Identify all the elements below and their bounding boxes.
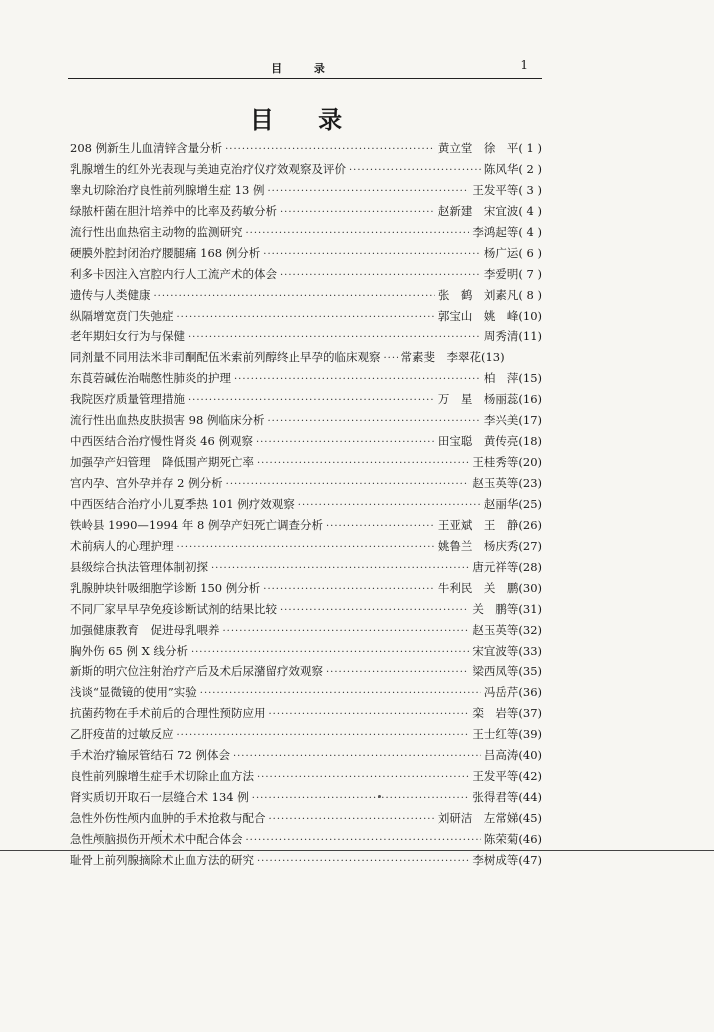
toc-entry-title: 县级综合执法管理体制初探 — [70, 559, 208, 574]
toc-entry-page: (33) — [518, 643, 542, 658]
toc-entry-title: 同剂量不同用法米非司酮配伍米索前列醇终止早孕的临床观察 — [70, 350, 381, 365]
toc-entry-authors: 梁西凤等 — [472, 664, 519, 679]
toc-entry — [70, 663, 542, 684]
toc-entry — [70, 559, 542, 580]
toc-entry — [70, 768, 542, 789]
toc-entry-title: 乳腺肿块针吸细胞学诊断 150 例分析 — [70, 580, 261, 595]
toc-leader-dots — [257, 856, 469, 867]
toc-entry — [70, 182, 542, 203]
toc-entry-title: 我院医疗质量管理措施 — [70, 392, 185, 407]
toc-entry — [70, 831, 542, 852]
toc-entry-authors: 王发平等 — [472, 182, 519, 197]
toc-leader-dots — [154, 291, 435, 302]
toc-entry — [70, 224, 542, 245]
toc-leader-dots — [188, 395, 435, 406]
toc-entry — [70, 538, 542, 559]
toc-entry-authors: 李爱明 — [483, 266, 519, 281]
toc-entry-page: (39) — [518, 727, 542, 742]
toc-entry-title: 胸外伤 65 例 X 线分析 — [70, 643, 188, 658]
toc-entry-authors: 李鸿起等 — [472, 224, 519, 239]
toc-leader-dots — [267, 186, 469, 197]
toc-entry-authors: 陈风华 — [483, 161, 519, 176]
toc-entry-title: 乙肝疫苗的过敏反应 — [70, 727, 174, 742]
toc-entry — [70, 140, 542, 161]
toc-leader-dots — [191, 647, 469, 658]
toc-entry-page: (44) — [518, 790, 542, 805]
toc-entry-title: 铁岭县 1990—1994 年 8 例孕产妇死亡调查分析 — [70, 517, 323, 532]
toc-entry — [70, 643, 542, 664]
toc-entry-page: (11) — [518, 329, 542, 344]
toc-leader-dots — [177, 730, 470, 741]
toc-entry-page: ( 4 ) — [518, 224, 542, 239]
toc-entry-page: (26) — [518, 517, 542, 532]
toc-entry-title: 良性前列腺增生症手术切除止血方法 — [70, 769, 254, 784]
toc-entry — [70, 245, 542, 266]
toc-entry-page: (25) — [518, 496, 542, 511]
toc-entry-page: (18) — [518, 434, 542, 449]
toc-leader-dots — [177, 312, 435, 323]
toc-entry-title: 绿脓杆菌在胆汁培养中的比率及药敏分析 — [70, 203, 277, 218]
toc-entry — [70, 747, 542, 768]
toc-entry — [70, 852, 542, 873]
toc-leader-dots — [257, 772, 469, 783]
toc-entry-page: (10) — [518, 308, 542, 323]
toc-entry — [70, 349, 542, 370]
toc-entry-authors: 周秀清 — [483, 329, 519, 344]
toc-entry — [70, 622, 542, 643]
toc-entry-authors: 赵丽华 — [483, 496, 519, 511]
toc-entry — [70, 580, 542, 601]
toc-leader-dots — [298, 500, 481, 511]
toc-leader-dots — [326, 667, 469, 678]
toc-leader-dots — [280, 605, 469, 616]
toc-entry-authors: 柏 萍 — [483, 371, 519, 386]
toc-entry — [70, 266, 542, 287]
toc-entry-title: 浅谈“显微镜的使用”实验 — [70, 685, 197, 700]
running-title: 目 录 — [271, 62, 339, 75]
toc-leader-dots — [256, 437, 435, 448]
toc-entry-authors: 张得君等 — [472, 790, 519, 805]
toc-entry — [70, 203, 542, 224]
toc-entry-page: ( 3 ) — [518, 182, 542, 197]
toc-leader-dots — [263, 249, 481, 260]
scan-speck — [378, 795, 381, 798]
toc-entry-title: 睾丸切除治疗良性前列腺增生症 13 例 — [70, 182, 265, 197]
toc-entry-authors: 黄立堂 徐 平 — [437, 141, 519, 155]
toc-entry-title: 肾实质切开取石一层缝合术 134 例 — [70, 790, 249, 805]
toc-entry-page: (31) — [518, 601, 542, 616]
toc-entry-authors: 王亚斌 王 静 — [437, 517, 519, 532]
toc-entry — [70, 370, 542, 391]
toc-entry-title: 宫内孕、宫外孕并存 2 例分析 — [70, 476, 223, 490]
toc-entry-authors: 王士红等 — [472, 727, 519, 742]
toc-entry-page: (32) — [518, 622, 542, 637]
toc-entry-title: 中西医结合治疗小儿夏季热 101 例疗效观察 — [70, 496, 295, 511]
toc-entry-title: 老年期妇女行为与保健 — [70, 329, 185, 344]
toc-entry-authors: 冯岳芹 — [483, 685, 519, 700]
toc-entry-page: (36) — [518, 685, 542, 700]
toc-entry-page: (45) — [518, 811, 542, 825]
toc-entry-title: 纵隔增宽贲门失弛症 — [70, 308, 174, 323]
toc-entry-title: 加强健康教育 促进母乳喂养 — [70, 622, 220, 637]
toc-leader-dots — [267, 416, 480, 427]
toc-entry-authors: 王桂秀等 — [472, 455, 519, 470]
toc-leader-dots — [269, 709, 470, 720]
toc-entry-title: 术前病人的心理护理 — [70, 538, 174, 553]
toc-entry-authors: 赵玉英等 — [472, 622, 519, 637]
toc-entry-page: (13) — [481, 350, 505, 365]
toc-entry-authors: 王发平等 — [472, 769, 519, 784]
toc-entry-authors: 杨广运 — [483, 245, 519, 260]
toc-entry-page: (37) — [518, 706, 542, 721]
toc-entry-page: (16) — [518, 392, 542, 407]
toc-entry-page: ( 8 ) — [518, 287, 542, 302]
toc-entry-title: 东莨菪碱佐治喘憋性肺炎的护理 — [70, 371, 231, 386]
running-header — [68, 60, 542, 79]
toc-entry-title: 硬膜外腔封闭治疗腰腿痛 168 例分析 — [70, 245, 261, 260]
page-title: 目 录 — [249, 105, 361, 134]
toc-entry — [70, 684, 542, 705]
toc-entry-title: 利多卡因注入宫腔内行人工流产术的体会 — [70, 266, 277, 281]
toc-entry — [70, 454, 542, 475]
toc-entry-authors: 李树成等 — [472, 852, 519, 867]
toc-entry-page: ( 1 ) — [518, 141, 542, 155]
toc-entry-authors: 关 鹏等 — [472, 601, 519, 616]
toc-entry-page: (15) — [518, 371, 542, 386]
toc-leader-dots — [280, 270, 481, 281]
toc-entry-authors: 吕高涛 — [483, 748, 519, 763]
toc-entry — [70, 475, 542, 496]
bottom-rule — [0, 850, 714, 851]
toc-leader-dots — [200, 688, 481, 699]
toc-entry — [70, 601, 542, 622]
toc-entry-authors: 张 鹤 刘素凡 — [437, 287, 519, 302]
toc-entry-authors: 万 星 杨丽蕊 — [437, 392, 519, 407]
toc-entry-title: 流行性出血热皮肤损害 98 例临床分析 — [70, 413, 265, 428]
toc-leader-dots — [384, 353, 398, 364]
toc-entry-page: (28) — [518, 559, 542, 574]
toc-entry-page: ( 4 ) — [518, 203, 542, 218]
toc-entry-page: ( 7 ) — [518, 266, 542, 281]
toc-entry — [70, 433, 542, 454]
page-number: 1 — [520, 58, 528, 72]
toc-entry-title: 加强孕产妇管理 降低围产期死亡率 — [70, 455, 254, 470]
toc-entry-title: 208 例新生儿血清锌含量分析 — [70, 141, 223, 155]
toc-leader-dots — [234, 374, 481, 385]
toc-entry — [70, 496, 542, 517]
toc-entry-title: 遗传与人类健康 — [70, 287, 151, 302]
toc-entry-page: ( 2 ) — [518, 161, 542, 176]
toc-entry — [70, 161, 542, 182]
toc-leader-dots — [233, 751, 481, 762]
toc-entry-title: 流行性出血热宿主动物的监测研究 — [70, 224, 243, 239]
toc-entry-title: 不同厂家早早孕免疫诊断试剂的结果比较 — [70, 601, 277, 616]
toc-leader-dots — [223, 626, 470, 637]
toc-entry-page: (42) — [518, 769, 542, 784]
toc-entry-authors: 刘研洁 左常娣 — [437, 811, 519, 825]
toc-leader-dots — [177, 542, 435, 553]
toc-entry-title: 中西医结合治疗慢性肾炎 46 例观察 — [70, 434, 253, 449]
toc-entry-page: (46) — [518, 831, 542, 846]
toc-entry-title: 抗菌药物在手术前后的合理性预防应用 — [70, 706, 266, 721]
toc-leader-dots — [269, 814, 435, 825]
toc-leader-dots — [326, 521, 435, 532]
toc-entry-authors: 姚鲁兰 杨庆秀 — [437, 538, 519, 553]
toc-leader-dots — [225, 144, 435, 155]
toc-entry — [70, 391, 542, 412]
toc-entry — [70, 705, 542, 726]
toc-entry — [70, 412, 542, 433]
toc-leader-dots — [226, 479, 470, 490]
toc-entry-title: 耻骨上前列腺摘除术止血方法的研究 — [70, 852, 254, 867]
toc-entry — [70, 810, 542, 831]
toc-entry-authors: 常素斐 李翠花 — [400, 350, 481, 365]
toc-entry-authors: 郭宝山 姚 峰 — [437, 308, 519, 323]
scan-speck — [160, 830, 162, 832]
toc-entry-authors: 宋宜波等 — [472, 643, 519, 658]
toc-leader-dots — [280, 207, 435, 218]
table-of-contents — [70, 140, 542, 873]
toc-leader-dots — [257, 458, 469, 469]
toc-entry — [70, 308, 542, 329]
toc-entry-authors: 赵玉英等 — [472, 476, 519, 490]
toc-leader-dots — [263, 584, 435, 595]
toc-entry-authors: 牛利民 关 鹏 — [437, 580, 519, 595]
toc-entry-authors: 唐元祥等 — [472, 559, 519, 574]
toc-leader-dots — [246, 835, 481, 846]
toc-entry-page: (17) — [518, 413, 542, 428]
toc-entry-page: (20) — [518, 455, 542, 470]
toc-leader-dots — [252, 793, 470, 804]
toc-leader-dots — [188, 332, 481, 343]
toc-entry-title: 急性外伤性颅内血肿的手术抢救与配合 — [70, 811, 266, 825]
toc-entry-title: 新斯的明穴位注射治疗产后及术后尿潴留疗效观察 — [70, 664, 323, 679]
toc-entry-page: (47) — [518, 852, 542, 867]
toc-entry-authors: 田宝聪 黄传亮 — [437, 434, 519, 449]
toc-leader-dots — [349, 165, 481, 176]
toc-entry-page: (35) — [518, 664, 542, 679]
toc-entry — [70, 328, 542, 349]
toc-leader-dots — [211, 563, 469, 574]
toc-entry — [70, 517, 542, 538]
toc-entry-page: ( 6 ) — [518, 245, 542, 260]
toc-entry — [70, 726, 542, 747]
toc-entry-page: (40) — [518, 748, 542, 763]
toc-entry-page: (30) — [518, 580, 542, 595]
toc-entry-title: 急性颅脑损伤开颅术术中配合体会 — [70, 831, 243, 846]
toc-entry-page: (23) — [518, 476, 542, 490]
toc-entry-title: 乳腺增生的红外光表现与美迪克治疗仪疗效观察及评价 — [70, 161, 346, 176]
toc-entry-authors: 栾 岩等 — [472, 706, 519, 721]
toc-entry-page: (27) — [518, 538, 542, 553]
toc-entry — [70, 287, 542, 308]
toc-leader-dots — [246, 228, 470, 239]
toc-entry-authors: 赵新建 宋宜波 — [437, 203, 519, 218]
toc-entry-title: 手术治疗输尿管结石 72 例体会 — [70, 748, 230, 763]
toc-entry-authors: 陈荣菊 — [483, 831, 519, 846]
toc-entry — [70, 789, 542, 810]
toc-entry-authors: 李兴美 — [483, 413, 519, 428]
